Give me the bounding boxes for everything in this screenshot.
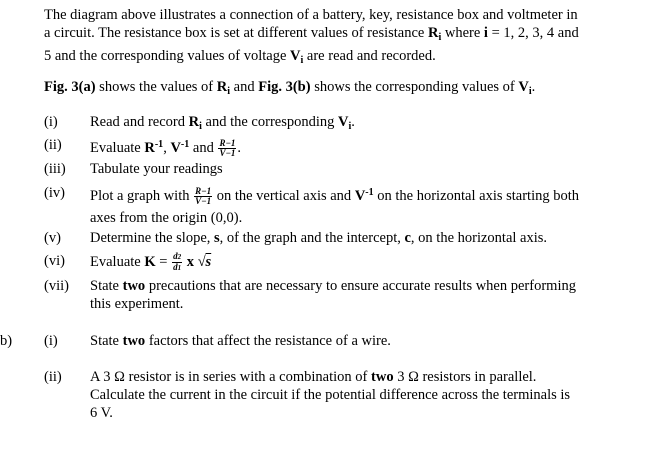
r-over-v-fraction: $\frac{R-1}{V-1}$ <box>195 186 212 207</box>
intro-line-1: The diagram above illustrates a connection of a battery, key, resistance box and voltmeter in <box>44 7 578 23</box>
intro-paragraph <box>44 6 636 70</box>
figure-reference: Fig. 3(a) shows the values of $R_i$ and Fig. 3(b) shows the corresponding values of $V_i$. <box>44 79 536 97</box>
sqrt-s: √s <box>197 253 212 270</box>
intro-line-2: a circuit. The resistance box is set at different values of resistance $R_i$ where i = 1, 2, 3, 4 and <box>44 25 579 43</box>
part-b-label: b) <box>0 333 13 349</box>
intro-line-3: 5 and the corresponding values of voltage $V_i$ are read and recorded. <box>44 48 436 66</box>
r-over-v-fraction: $\frac{R-1}{V-1}$ <box>219 138 236 159</box>
d2-over-d1-fraction: $\frac{d2}{d1}$ <box>173 251 182 272</box>
question-page: The diagram above illustrates a connection of a battery, key, resistance box and voltmeter in a circuit. The resistance box is set at different values of resistance $R_i$ where i = 1, 2, 3, 4 and 5 and the corresponding values of voltage $V_i$ are read and recorded. Fig. 3(a) shows the values of $R_i$ and Fig. 3(b) shows the corresponding values of $V_i$. (i) Read and record $R_i$ and the corresponding $V_i$. (ii) Evaluate $R^{-1}$, $V^{-1}$ and $\frac{R-1}{V-1}$ . (iii) Tabulate your readings (iv) Plot a graph with $\frac{R-1}{V-1}$ on the vertical axis and $V^{-1}$ on the horizontal axis starting both axes from the origin (0,0). (v) Determine the slope, s, of the graph and the intercept, c, on the horizontal axis. (vi) Evaluate K = $\frac{d2}{d1}$ x √s (vii) State two precautions that are necessary to ensure accurate results when performing this experiment. b) (i) State two factors that affect the resistance of a wire. (ii) A 3 Ω resistor is in series with a combination of two 3 Ω resistors in parallel. Calculate the current in the circuit if the potential difference across the terminals is 6 V. <box>0 0 661 466</box>
